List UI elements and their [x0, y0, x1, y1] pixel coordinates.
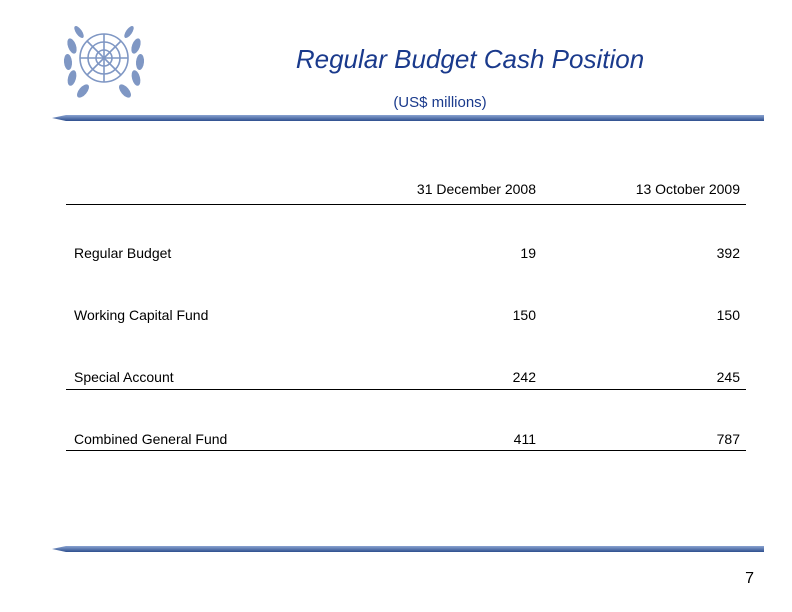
header-rule	[66, 204, 746, 205]
subtotal-rule	[66, 389, 746, 390]
row-value-special-account-2009: 245	[716, 369, 740, 385]
page-subtitle: (US$ millions)	[393, 94, 487, 111]
row-value-regular-budget-2009: 392	[716, 245, 740, 261]
top-divider	[52, 114, 764, 122]
bottom-divider	[52, 545, 764, 553]
row-value-working-capital-fund-2008: 150	[512, 307, 536, 323]
page-title: Regular Budget Cash Position	[295, 44, 645, 74]
row-value-special-account-2008: 242	[512, 369, 536, 385]
row-label-working-capital-fund: Working Capital Fund	[74, 307, 209, 323]
page-number: 7	[745, 570, 754, 587]
total-rule	[66, 450, 746, 451]
column-header-2008: 31 December 2008	[416, 181, 536, 197]
row-label-combined-general-fund: Combined General Fund	[74, 431, 228, 447]
row-value-working-capital-fund-2009: 150	[716, 307, 740, 323]
row-label-special-account: Special Account	[74, 369, 174, 385]
un-emblem-icon	[58, 16, 150, 104]
row-value-combined-general-fund-2008: 411	[513, 431, 536, 447]
row-value-regular-budget-2008: 19	[520, 245, 536, 261]
row-value-combined-general-fund-2009: 787	[716, 431, 740, 447]
row-label-regular-budget: Regular Budget	[74, 245, 172, 261]
column-header-2009: 13 October 2009	[635, 181, 740, 197]
